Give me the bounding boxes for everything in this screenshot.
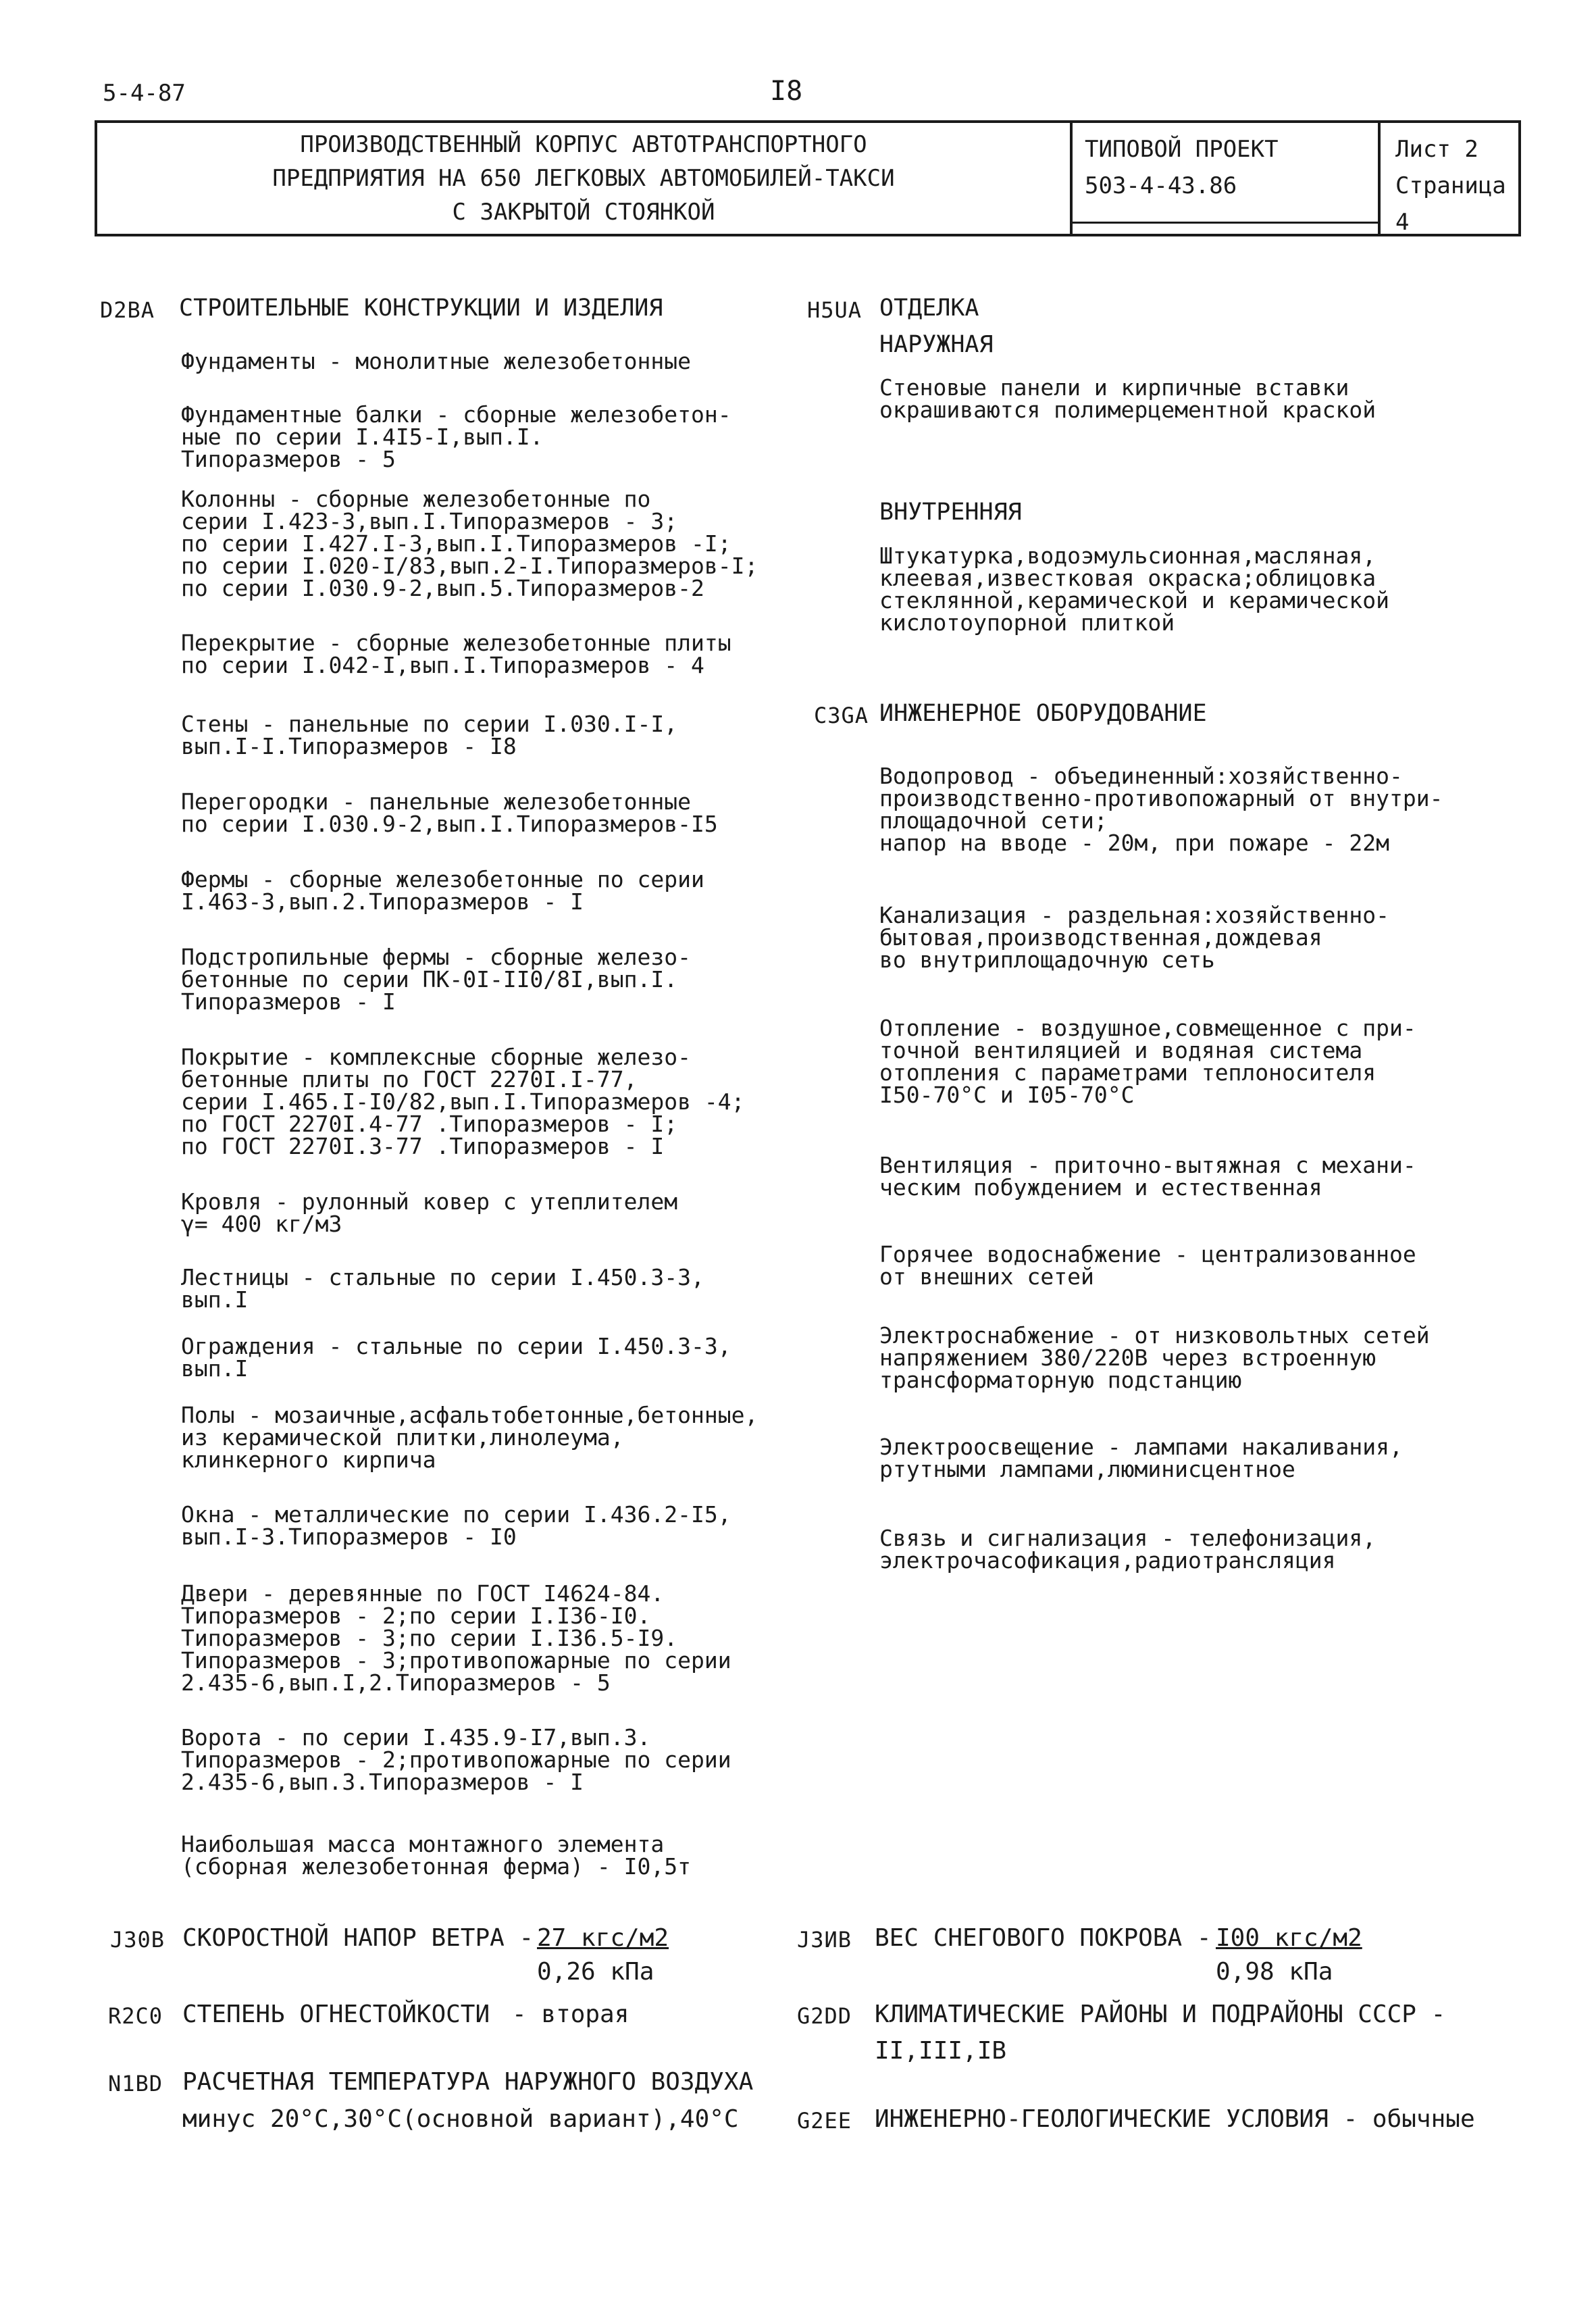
project-title-line: ПРЕДПРИЯТИЯ НА 650 ЛЕГКОВЫХ АВТОМОБИЛЕЙ-ТАКСИ (272, 165, 895, 192)
spec-paragraph: Наибольшая масса монтажного элемента (сборная железобетонная ферма) - I0,5т (181, 1831, 691, 1880)
param-code: J3ИB (797, 1927, 852, 1953)
title-block (95, 120, 1521, 236)
wind-pressure-label: СКОРОСТНОЙ НАПОР ВЕТРА - (182, 1924, 534, 1952)
wind-pressure-kpa: 0,26 кПа (537, 1958, 654, 1986)
spec-paragraph: Канализация - раздельная:хозяйственно- бытовая,производственная,дождевая во внутриплощадочную сеть (879, 902, 1389, 973)
spec-paragraph: Горячее водоснабжение - централизованное от внешних сетей (879, 1241, 1416, 1290)
spec-paragraph: Ворота - по серии I.435.9-I7,вып.3. Типоразмеров - 2;противопожарные по серии 2.435-6,вып.3.Типоразмеров - I (181, 1724, 731, 1795)
sheet-page: Страница 4 (1395, 172, 1506, 236)
spec-paragraph: Колонны - сборные железобетонные по серии I.423-3,вып.I.Типоразмеров - 3; по серии I.427.I-3,вып.I.Типоразмеров -I; по серии I.020-I/83,вып.2-I.Типоразмеров-I; по серии I.030.9-2,вып.5.Типоразмеров-2 (181, 486, 758, 601)
param-code: G2EE (797, 2108, 852, 2134)
page-number: I8 (770, 76, 803, 107)
snow-load-value: I00 кгс/м2 (1216, 1924, 1362, 1952)
geology-conditions-label: ИНЖЕНЕРНО-ГЕОЛОГИЧЕСКИЕ УСЛОВИЯ - обычные (875, 2105, 1475, 2133)
spec-paragraph: Отопление - воздушное,совмещенное с при- точной вентиляцией и водяная система отопления с параметрами теплоносителя I50-70°C и I05-70°C (879, 1015, 1416, 1108)
section-code: C3GA (814, 703, 869, 728)
spec-paragraph: Стеновые панели и кирпичные вставки окрашиваются полимерцементной краской (879, 374, 1376, 423)
section-heading: ОТДЕЛКА (879, 295, 979, 322)
wind-pressure-value: 27 кгс/м2 (537, 1924, 669, 1952)
spec-paragraph: Фундаменты - монолитные железобетонные (181, 348, 691, 374)
spec-paragraph: Электроосвещение - лампами накаливания, ртутными лампами,люминисцентное (879, 1434, 1403, 1482)
project-title (97, 123, 1070, 234)
spec-paragraph: Электроснабжение - от низковольтных сетей напряжением 380/220В через встроенную трансформаторную подстанцию (879, 1322, 1430, 1393)
spec-paragraph: Кровля - рулонный ковер с утеплителем γ= 400 кг/м3 (181, 1188, 678, 1237)
sheet-cell (1381, 123, 1521, 234)
project-label: ТИПОВОЙ ПРОЕКТ (1085, 136, 1279, 163)
cell-divider (1073, 222, 1378, 224)
param-code: J30B (110, 1927, 165, 1953)
spec-paragraph: Водопровод - объединенный:хозяйственно- производственно-противопожарный от внутри- площадочной сети; напор на вводе - 20м, при пожаре - 22м (879, 763, 1443, 856)
document-code: 5-4-87 (103, 80, 186, 107)
subsection-heading: ВНУТРЕННЯЯ (879, 499, 1022, 526)
fire-resistance-value: - вторая (512, 2001, 629, 2028)
spec-paragraph: Покрытие - комплексные сборные железо- бетонные плиты по ГОСТ 2270I.I-77, серии I.465.I-I0/82,вып.I.Типоразмеров -4; по ГОСТ 2270I.4-77 .Типоразмеров - I; по ГОСТ 2270I.3-77 .Типоразмеров - I (181, 1044, 745, 1159)
project-number: 503-4-43.86 (1085, 172, 1237, 199)
spec-paragraph: Полы - мозаичные,асфальтобетонные,бетонные, из керамической плитки,линолеума, клинкерного кирпича (181, 1402, 758, 1473)
spec-paragraph: Лестницы - стальные по серии I.450.3-3, вып.I (181, 1264, 704, 1313)
outdoor-temperature-label: РАСЧЕТНАЯ ТЕМПЕРАТУРА НАРУЖНОГО ВОЗДУХА (182, 2068, 754, 2096)
section-code: D2BA (100, 297, 155, 323)
spec-paragraph: Фермы - сборные железобетонные по серии I.463-3,вып.2.Типоразмеров - I (181, 866, 704, 915)
sheet-number: Лист 2 (1395, 136, 1478, 163)
section-code: H5UA (807, 297, 863, 323)
snow-load-label: ВЕС СНЕГОВОГО ПОКРОВА - (875, 1924, 1212, 1952)
spec-paragraph: Фундаментные балки - сборные железобетон- ные по серии I.4I5-I,вып.I. Типоразмеров - 5 (181, 401, 731, 472)
spec-paragraph: Перекрытие - сборные железобетонные плиты по серии I.042-I,вып.I.Типоразмеров - 4 (181, 630, 731, 678)
climate-region-value: II,III,IB (875, 2037, 1007, 2065)
spec-paragraph: Стены - панельные по серии I.030.I-I, вып.I-I.Типоразмеров - I8 (181, 711, 678, 759)
climate-region-label: КЛИМАТИЧЕСКИЕ РАЙОНЫ И ПОДРАЙОНЫ СССР - (875, 2001, 1446, 2028)
spec-paragraph: Вентиляция - приточно-вытяжная с механи- ческим побуждением и естественная (879, 1152, 1416, 1201)
section-heading: ИНЖЕНЕРНОЕ ОБОРУДОВАНИЕ (879, 700, 1207, 727)
spec-paragraph: Штукатурка,водоэмульсионная,масляная, клеевая,известковая окраска;облицовка стеклянной,керамической и керамической кислотоупорной плиткой (879, 543, 1389, 636)
snow-load-kpa: 0,98 кПа (1216, 1958, 1333, 1986)
project-id-cell (1070, 123, 1381, 234)
spec-paragraph: Связь и сигнализация - телефонизация, электрочасофикация,радиотрансляция (879, 1525, 1376, 1574)
param-code: N1BD (108, 2071, 163, 2096)
subsection-heading: НАРУЖНАЯ (879, 331, 994, 358)
fire-resistance-label: СТЕПЕНЬ ОГНЕСТОЙКОСТИ (182, 2001, 490, 2028)
spec-paragraph: Окна - металлические по серии I.436.2-I5, вып.I-3.Типоразмеров - I0 (181, 1501, 731, 1550)
spec-paragraph: Ограждения - стальные по серии I.450.3-3, вып.I (181, 1333, 731, 1382)
project-title-line: С ЗАКРЫТОЙ СТОЯНКОЙ (452, 199, 715, 226)
spec-paragraph: Перегородки - панельные железобетонные по серии I.030.9-2,вып.I.Типоразмеров-I5 (181, 788, 718, 837)
project-title-line: ПРОИЗВОДСТВЕННЫЙ КОРПУС АВТОТРАНСПОРТНОГО (300, 131, 867, 158)
param-code: G2DD (797, 2003, 852, 2029)
outdoor-temperature-value: минус 20°С,30°С(основной вариант),40°С (182, 2105, 739, 2133)
spec-paragraph: Двери - деревянные по ГОСТ I4624-84. Типоразмеров - 2;по серии I.I36-I0. Типоразмеров - 3;по серии I.I36.5-I9. Типоразмеров - 3;противопожарные по серии 2.435-6,вып.I,2.Типоразмеров - 5 (181, 1580, 731, 1696)
spec-paragraph: Подстропильные фермы - сборные железо- бетонные по серии ПК-0I-II0/8I,вып.I. Типоразмеров - I (181, 944, 691, 1015)
section-heading: СТРОИТЕЛЬНЫЕ КОНСТРУКЦИИ И ИЗДЕЛИЯ (179, 295, 663, 322)
param-code: R2C0 (108, 2003, 163, 2029)
